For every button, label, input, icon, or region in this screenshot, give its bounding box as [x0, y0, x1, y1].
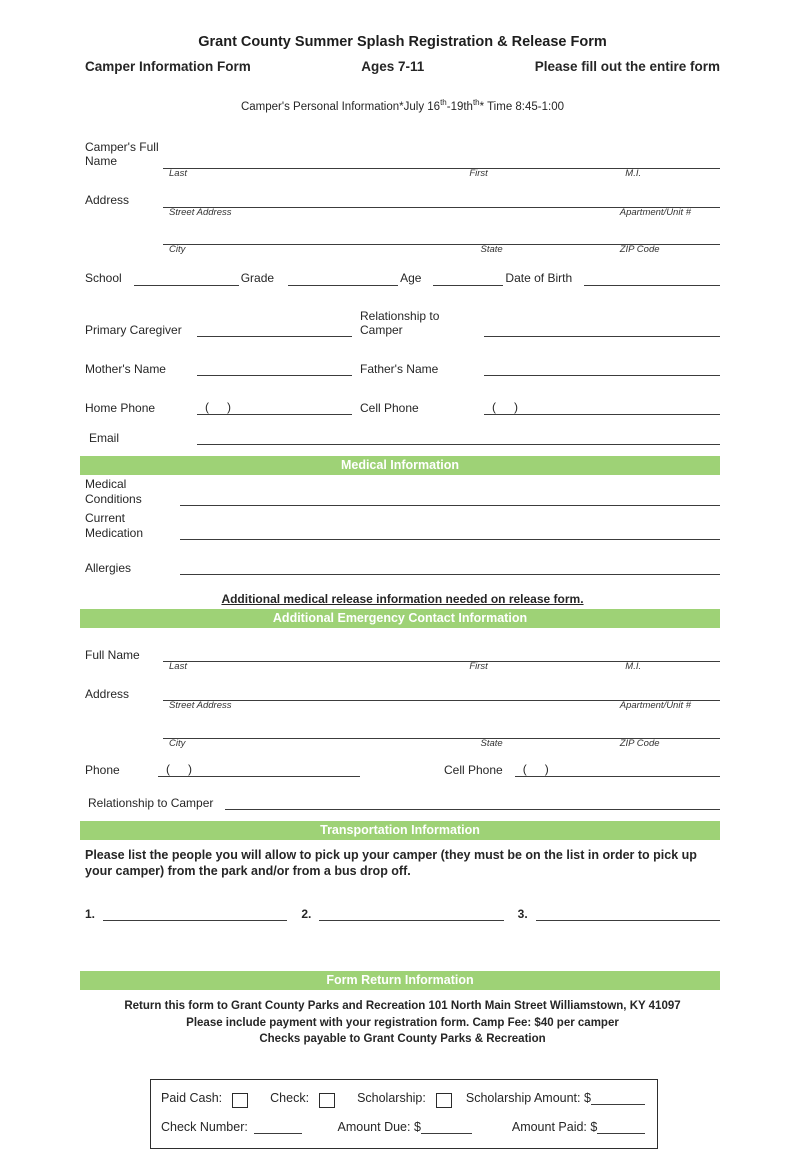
emergency-phone-field[interactable]: [158, 761, 360, 777]
allergies-field[interactable]: [180, 559, 720, 575]
check-label: Check:: [270, 1090, 310, 1105]
payment-instruction-line: Please include payment with your registration form. Camp Fee: $40 per camper: [186, 1016, 619, 1029]
emergency-section-header: Additional Emergency Contact Information: [80, 609, 720, 628]
emergency-fullname-label: Full Name: [85, 647, 140, 662]
camper-address-label: Address: [85, 193, 130, 208]
emergency-cell-phone-label: Cell Phone: [444, 762, 503, 777]
scholarship-checkbox[interactable]: [436, 1093, 452, 1108]
sublabel-first: First: [469, 660, 488, 672]
camper-address-row: [85, 192, 720, 218]
sublabel-city: City: [169, 737, 186, 749]
checks-payable-line: Checks payable to Grant County Parks & Recreation: [259, 1032, 546, 1045]
check-checkbox[interactable]: [319, 1093, 335, 1108]
emergency-name-row: [85, 646, 720, 672]
phone-paren: ( ): [166, 761, 194, 776]
camper-city-state-zip-field[interactable]: [163, 229, 720, 255]
payment-row-1: [161, 1089, 645, 1105]
sublabel-mi: M.I.: [625, 167, 642, 179]
current-medication-row: [85, 511, 720, 540]
header-row: [85, 59, 720, 74]
sublabel-zip: ZIP Code: [619, 243, 660, 255]
school-row: [85, 270, 720, 286]
email-label: Email: [89, 431, 120, 445]
medical-conditions-row: [85, 477, 720, 506]
dob-field[interactable]: [584, 270, 720, 286]
parents-row: [85, 360, 720, 376]
sublabel-mi: M.I.: [625, 660, 642, 672]
dob-label: Date of Birth: [505, 271, 573, 286]
relationship-to-camper-label: Relationship to Camper: [360, 308, 440, 337]
form-name-label: Camper Information Form: [85, 59, 251, 74]
sublabel-apartment-unit: Apartment/Unit #: [619, 699, 692, 711]
phone-paren: ( ): [205, 400, 233, 415]
sublabel-street-address: Street Address: [169, 699, 232, 711]
age-field[interactable]: [433, 270, 503, 286]
emergency-relationship-field[interactable]: [225, 794, 720, 810]
medical-conditions-field[interactable]: [180, 490, 720, 506]
personal-info-subtitle: [85, 98, 720, 113]
medical-conditions-label: Medical Conditions: [85, 477, 142, 506]
emergency-cell-phone-field[interactable]: [515, 761, 720, 777]
check-number-label: Check Number:: [161, 1119, 248, 1134]
sublabel-last: Last: [169, 660, 187, 672]
cell-phone-field[interactable]: [484, 399, 720, 415]
emergency-city-row: [85, 723, 720, 749]
sublabel-apartment-unit: Apartment/Unit #: [619, 206, 692, 218]
sublabel-first: First: [469, 167, 488, 179]
scholarship-label: Scholarship:: [357, 1090, 426, 1105]
emergency-address-row: [85, 685, 720, 711]
phones-row: [85, 399, 720, 415]
pickup-1-number: 1.: [85, 907, 96, 922]
transportation-section-header: Transportation Information: [80, 821, 720, 840]
emergency-phone-label: Phone: [85, 762, 120, 777]
fathers-name-field[interactable]: [484, 360, 720, 376]
amount-paid-label: Amount Paid: $: [511, 1119, 598, 1134]
subtitle-superscript: th: [440, 98, 447, 107]
subtitle-superscript: th: [472, 98, 480, 107]
current-medication-field[interactable]: [180, 524, 720, 540]
emergency-phones-row: [85, 761, 720, 777]
check-number-field[interactable]: [254, 1118, 302, 1134]
caregiver-row: [85, 309, 720, 338]
scholarship-amount-field[interactable]: [591, 1089, 645, 1105]
pickup-2-number: 2.: [301, 907, 312, 922]
sublabel-city: City: [169, 243, 186, 255]
payment-row-2: [161, 1118, 645, 1134]
paid-cash-checkbox[interactable]: [232, 1093, 248, 1108]
amount-due-label: Amount Due: $: [337, 1119, 421, 1134]
amount-paid-field[interactable]: [597, 1118, 645, 1134]
relationship-to-camper-field[interactable]: [484, 321, 720, 337]
sublabel-state: State: [480, 737, 503, 749]
subtitle-part: Camper's Personal Information*July 16: [240, 100, 441, 113]
current-medication-label: Current Medication: [85, 511, 144, 540]
camper-fullname-label: Camper's Full Name: [85, 139, 159, 169]
emergency-relationship-row: [85, 794, 720, 810]
email-field[interactable]: [197, 429, 720, 445]
phone-paren: ( ): [522, 761, 551, 776]
emergency-name-field[interactable]: [163, 646, 720, 672]
primary-caregiver-label: Primary Caregiver: [85, 323, 182, 337]
allergies-row: [85, 559, 720, 575]
mothers-name-label: Mother's Name: [85, 362, 166, 376]
amount-due-field[interactable]: [421, 1118, 472, 1134]
sublabel-last: Last: [169, 167, 187, 179]
emergency-address-label: Address: [85, 686, 130, 701]
home-phone-label: Home Phone: [85, 401, 156, 415]
return-address-line: Return this form to Grant County Parks and Recreation 101 North Main Street Williamstown, KY 41097: [124, 1000, 681, 1013]
primary-caregiver-field[interactable]: [197, 321, 352, 337]
medical-section-header: Medical Information: [80, 456, 720, 475]
form-title: Grant County Summer Splash Registration & Release Form: [198, 34, 607, 50]
pickup-3-number: 3.: [517, 907, 528, 922]
fill-instruction-label: Please fill out the entire form: [534, 59, 720, 74]
form-return-section-header: Form Return Information: [80, 971, 720, 990]
sublabel-street-address: Street Address: [169, 206, 232, 218]
emergency-relationship-label: Relationship to Camper: [88, 795, 214, 810]
camper-city-row: [85, 229, 720, 255]
pickup-person-1-field[interactable]: [103, 905, 287, 921]
email-row: [85, 429, 720, 445]
sublabel-state: State: [480, 243, 503, 255]
home-phone-field[interactable]: [197, 399, 352, 415]
cell-phone-label: Cell Phone: [360, 401, 419, 415]
ages-label: Ages 7-11: [361, 59, 425, 74]
grade-label: Grade: [240, 271, 275, 286]
emergency-street-address-field[interactable]: [163, 685, 720, 711]
allergies-label: Allergies: [85, 560, 132, 575]
mothers-name-field[interactable]: [197, 360, 352, 376]
pickup-list-row: [85, 905, 720, 921]
medical-release-note: Additional medical release information needed on release form.: [221, 591, 584, 606]
paid-cash-label: Paid Cash:: [161, 1090, 223, 1105]
subtitle-part: * Time 8:45-1:00: [479, 100, 565, 113]
payment-box: [150, 1079, 658, 1149]
grade-field[interactable]: [288, 270, 398, 286]
scholarship-amount-label: Scholarship Amount: $: [465, 1090, 591, 1105]
subtitle-part: -19th: [446, 100, 473, 113]
pickup-person-3-field[interactable]: [536, 905, 720, 921]
pickup-person-2-field[interactable]: [319, 905, 503, 921]
fathers-name-label: Father's Name: [360, 362, 439, 376]
school-label: School: [85, 271, 122, 286]
phone-paren: ( ): [492, 400, 520, 415]
emergency-city-state-zip-field[interactable]: [163, 723, 720, 749]
camper-street-address-field[interactable]: [163, 192, 720, 218]
school-field[interactable]: [134, 270, 239, 286]
pickup-instructions: Please list the people you will allow to pick up your camper (they must be on the list in order to pick up your camper) from the park and/or from a bus drop off.: [85, 847, 697, 879]
age-label: Age: [400, 271, 422, 286]
camper-name-field[interactable]: [163, 153, 720, 179]
camper-name-row: [85, 139, 720, 179]
sublabel-zip: ZIP Code: [619, 737, 660, 749]
